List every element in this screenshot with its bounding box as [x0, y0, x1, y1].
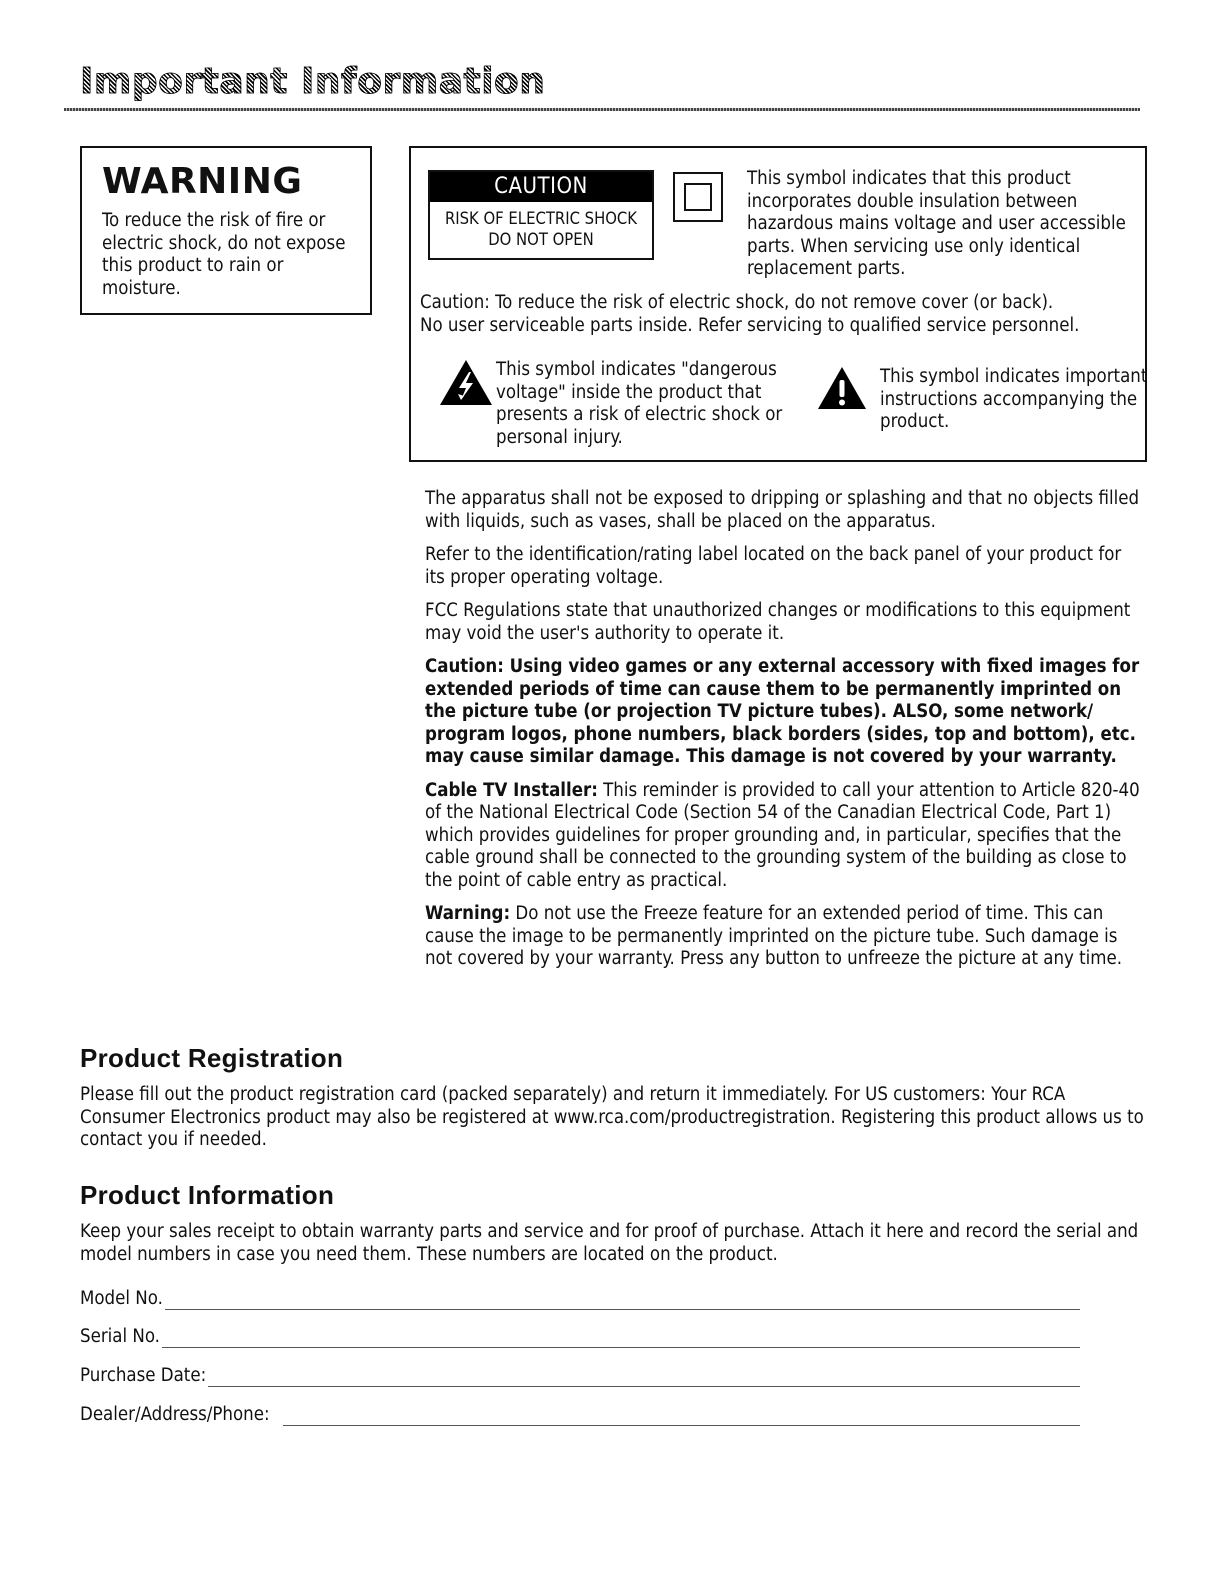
- notice-fcc: FCC Regulations state that unauthorized changes or modifications to this equipment may void the user's authority to operate it.: [425, 600, 1131, 644]
- dealer-address-phone-line[interactable]: [283, 1407, 1080, 1426]
- model-number-line[interactable]: [165, 1291, 1080, 1310]
- lightning-triangle-icon: [439, 358, 493, 406]
- caution-line-2: No user serviceable parts inside. Refer servicing to qualified service personnel.: [420, 314, 1080, 336]
- warning-text: To reduce the risk of fire or electric shock, do not expose this product to rain or moisture.: [102, 210, 346, 299]
- warning-title: WARNING: [102, 161, 303, 202]
- notice-rating-label: Refer to the identification/rating label located on the back panel of your product for its proper operating voltage.: [425, 544, 1122, 588]
- dealer-address-phone-label: Dealer/Address/Phone:: [80, 1404, 275, 1425]
- caution-label: [428, 170, 654, 260]
- caution-label-head: CAUTION: [430, 172, 652, 202]
- voltage-symbol-text: This symbol indicates "dangerous voltage" inside the product that presents a risk of electric shock or personal injury.: [496, 359, 783, 448]
- purchase-date-line[interactable]: [208, 1368, 1080, 1387]
- caution-box: [409, 146, 1147, 462]
- product-registration-text: Please fill out the product registration card (packed separately) and return it immediately. For US customers: Your RCA Consumer Electronics product may also be registered at www.rca.com/productregistration. Registering this product allows us to contact you if needed.: [80, 1084, 1144, 1150]
- notice-fixed-images: [425, 656, 1145, 769]
- freeze-warning-label: Warning:: [425, 903, 511, 924]
- cable-installer-label: Cable TV Installer:: [425, 779, 598, 801]
- title-divider: [64, 108, 1140, 111]
- page-title: Important Information: [80, 61, 546, 102]
- notice-cable-installer: [425, 780, 1145, 893]
- product-information-text: Keep your sales receipt to obtain warranty parts and service and for proof of purchase. Attach it here and record the serial and model numbers in case you need them. These numbers are located on the product.: [80, 1221, 1139, 1265]
- serial-number-line[interactable]: [162, 1329, 1080, 1348]
- caution-label-sub: [430, 202, 652, 250]
- serial-number-label: Serial No.: [80, 1326, 160, 1347]
- caution-label-line1: RISK OF ELECTRIC SHOCK: [444, 209, 638, 228]
- model-number-field[interactable]: [80, 1284, 1080, 1310]
- caution-paragraph: [420, 292, 1150, 337]
- freeze-warning-text: Do not use the Freeze feature for an extended period of time. This can cause the image to be permanently imprinted on the picture tube. Such damage is not covered by your warranty. Press any button to unfreeze the picture at any time.: [425, 903, 1123, 969]
- notice-freeze-warning: [425, 903, 1145, 971]
- purchase-date-field[interactable]: [80, 1361, 1080, 1387]
- caution-line-1: Caution: To reduce the risk of electric shock, do not remove cover (or back).: [420, 292, 1054, 313]
- exclamation-triangle-icon: [817, 366, 867, 410]
- double-square-icon: [673, 172, 723, 222]
- instructions-symbol-text: This symbol indicates important instructions accompanying the product.: [880, 366, 1148, 432]
- caution-label-line2: DO NOT OPEN: [488, 230, 594, 249]
- product-registration-heading: Product Registration: [80, 1043, 344, 1073]
- purchase-date-label: Purchase Date:: [80, 1365, 207, 1386]
- serial-number-field[interactable]: [80, 1322, 1080, 1348]
- notice-fixed-images-text: Caution: Using video games or any external accessory with fixed images for extended periods of time can cause them to be permanently imprinted on the picture tube (or projection TV picture tubes). ALSO, some network/ program logos, phone numbers, black borders (sides, top and bottom), etc. may cause similar damage. This damage is not covered by your warranty.: [425, 656, 1140, 767]
- warning-box: [80, 146, 372, 315]
- model-number-label: Model No.: [80, 1288, 163, 1309]
- dealer-address-phone-field[interactable]: [80, 1400, 1080, 1426]
- double-insulation-text: This symbol indicates that this product incorporates double insulation between hazardous mains voltage and user accessible parts. When servicing use only identical replacement parts.: [747, 168, 1126, 279]
- notice-dripping: The apparatus shall not be exposed to dripping or splashing and that no objects filled with liquids, such as vases, shall be placed on the apparatus.: [425, 488, 1140, 532]
- cable-installer-text: This reminder is provided to call your attention to Article 820-40 of the National Electrical Code (Section 54 of the Canadian Electrical Code, Part 1) which provides guidelines for proper grounding and, in particular, specifies that the cable ground shall be connected to the grounding system of the building as close to the point of cable entry as practical.: [425, 779, 1140, 891]
- notices-column: [425, 488, 1145, 982]
- product-information-heading: Product Information: [80, 1180, 335, 1210]
